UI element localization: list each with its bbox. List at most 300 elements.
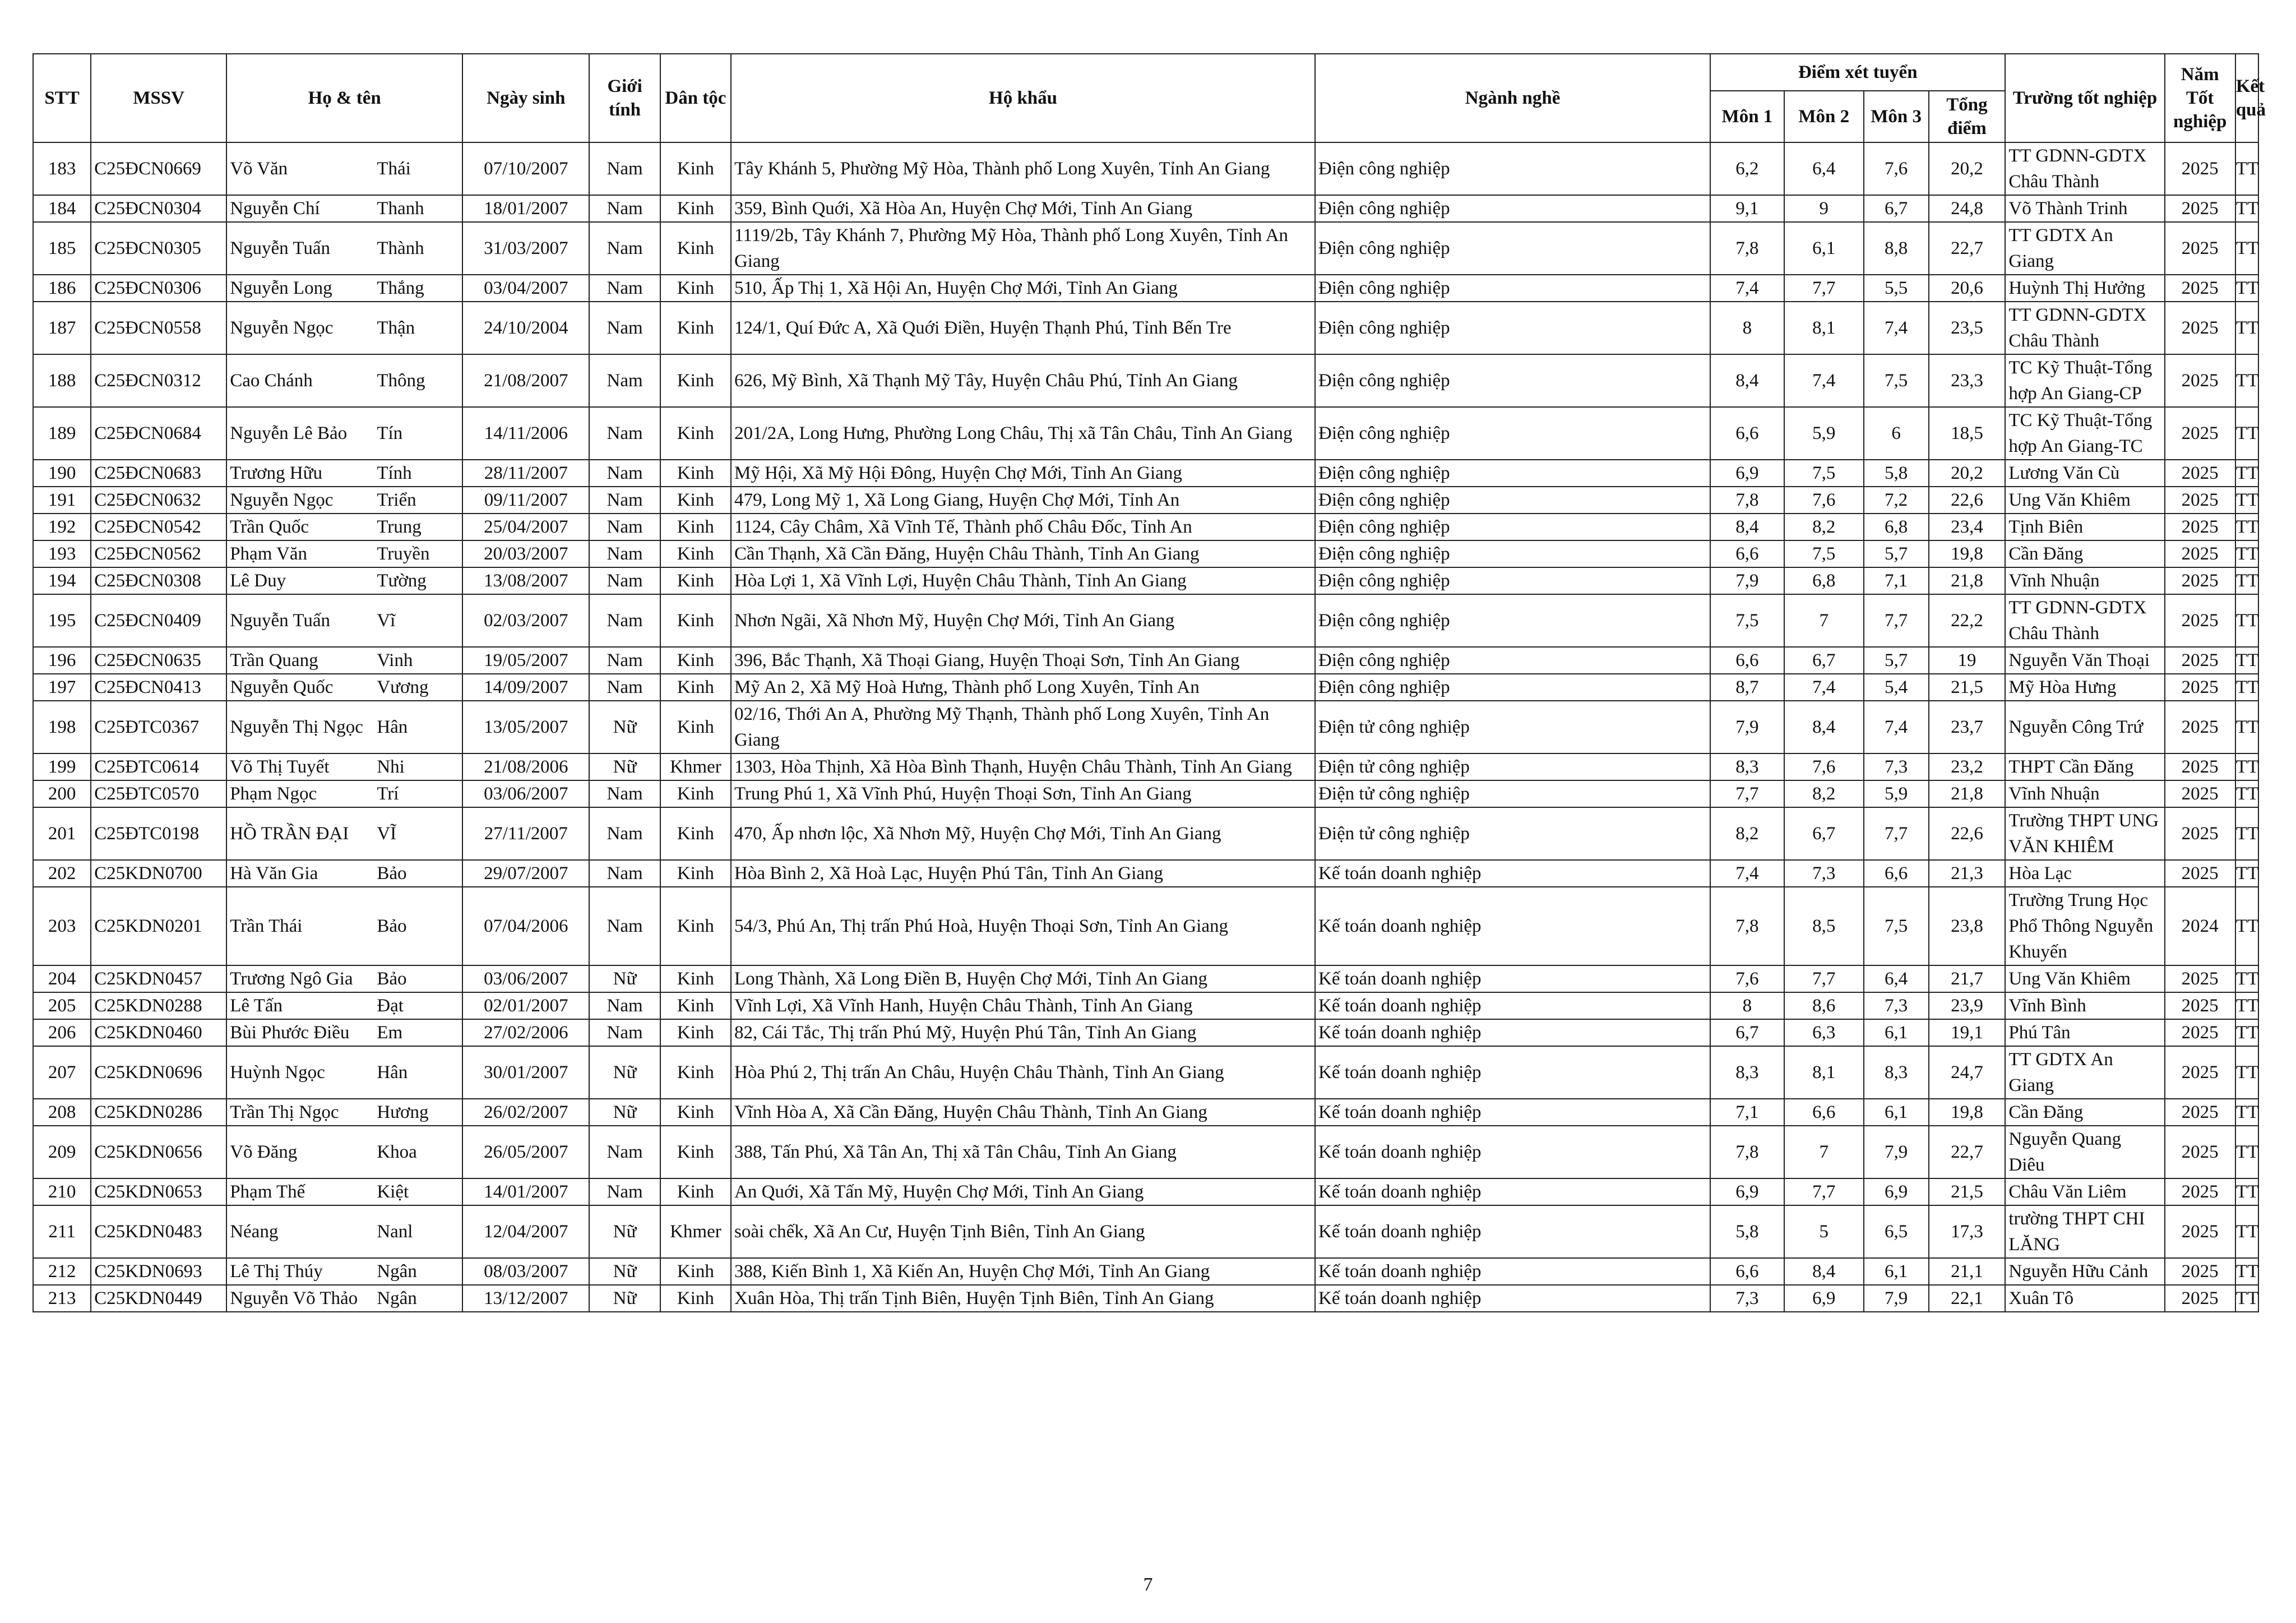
cell-result: TT xyxy=(2235,860,2258,887)
cell-dob: 14/01/2007 xyxy=(462,1178,589,1205)
cell-school: THPT Cần Đăng xyxy=(2005,753,2164,780)
cell-school: Mỹ Hòa Hưng xyxy=(2005,674,2164,701)
cell-subject-1: 8 xyxy=(1710,302,1784,354)
cell-stt: 184 xyxy=(33,195,91,222)
cell-result: TT xyxy=(2235,142,2258,195)
cell-result: TT xyxy=(2235,1205,2258,1258)
cell-address: 359, Bình Quới, Xã Hòa An, Huyện Chợ Mới, Tỉnh An Giang xyxy=(731,195,1315,222)
cell-gender: Nam xyxy=(589,302,660,354)
cell-given-name: Kiệt xyxy=(374,1178,462,1205)
cell-school: Nguyễn Quang Diêu xyxy=(2005,1126,2164,1178)
cell-mssv: C25ĐCN0306 xyxy=(91,275,226,302)
cell-subject-1: 8,3 xyxy=(1710,1046,1784,1099)
cell-gender: Nữ xyxy=(589,753,660,780)
cell-ethnicity: Kinh xyxy=(660,142,731,195)
cell-subject-2: 7,6 xyxy=(1784,753,1864,780)
cell-grad-year: 2025 xyxy=(2165,780,2235,807)
cell-dob: 02/01/2007 xyxy=(462,992,589,1019)
cell-subject-3: 7,7 xyxy=(1864,594,1929,647)
cell-major: Kế toán doanh nghiệp xyxy=(1315,1126,1710,1178)
cell-gender: Nam xyxy=(589,1178,660,1205)
cell-result: TT xyxy=(2235,1019,2258,1046)
cell-subject-1: 7,6 xyxy=(1710,965,1784,992)
table-row xyxy=(33,965,2258,992)
cell-address: 396, Bắc Thạnh, Xã Thoại Giang, Huyện Thoại Sơn, Tỉnh An Giang xyxy=(731,647,1315,674)
cell-address: An Quới, Xã Tấn Mỹ, Huyện Chợ Mới, Tỉnh An Giang xyxy=(731,1178,1315,1205)
cell-mssv: C25KDN0693 xyxy=(91,1258,226,1285)
cell-given-name: Thông xyxy=(374,354,462,407)
cell-major: Điện công nghiệp xyxy=(1315,407,1710,460)
cell-given-name: Hương xyxy=(374,1099,462,1126)
cell-subject-3: 5,8 xyxy=(1864,460,1929,487)
cell-family-name: Nguyễn Tuấn xyxy=(226,222,374,275)
cell-ethnicity: Kinh xyxy=(660,647,731,674)
cell-family-name: Trần Thái xyxy=(226,887,374,965)
cell-grad-year: 2025 xyxy=(2165,195,2235,222)
col-header-mssv: MSSV xyxy=(91,54,226,142)
cell-result: TT xyxy=(2235,487,2258,514)
table-row xyxy=(33,540,2258,567)
table-row xyxy=(33,780,2258,807)
cell-total: 19,8 xyxy=(1929,540,2006,567)
cell-mssv: C25ĐCN0542 xyxy=(91,514,226,540)
cell-family-name: Nguyễn Thị Ngọc xyxy=(226,701,374,753)
cell-subject-2: 7,7 xyxy=(1784,1178,1864,1205)
cell-subject-2: 8,5 xyxy=(1784,887,1864,965)
cell-grad-year: 2025 xyxy=(2165,460,2235,487)
cell-stt: 190 xyxy=(33,460,91,487)
cell-ethnicity: Kinh xyxy=(660,1019,731,1046)
cell-given-name: Ngân xyxy=(374,1258,462,1285)
cell-grad-year: 2025 xyxy=(2165,1099,2235,1126)
cell-dob: 25/04/2007 xyxy=(462,514,589,540)
cell-gender: Nữ xyxy=(589,1046,660,1099)
cell-ethnicity: Kinh xyxy=(660,594,731,647)
col-header-name: Họ & tên xyxy=(226,54,462,142)
cell-dob: 03/04/2007 xyxy=(462,275,589,302)
cell-subject-3: 5,7 xyxy=(1864,540,1929,567)
cell-grad-year: 2025 xyxy=(2165,860,2235,887)
col-header-scores-group: Điểm xét tuyển xyxy=(1710,54,2005,91)
cell-subject-1: 7,4 xyxy=(1710,275,1784,302)
header-row-1 xyxy=(33,54,2258,91)
cell-gender: Nữ xyxy=(589,1285,660,1312)
cell-dob: 07/04/2006 xyxy=(462,887,589,965)
cell-ethnicity: Kinh xyxy=(660,354,731,407)
cell-subject-1: 9,1 xyxy=(1710,195,1784,222)
cell-subject-1: 6,2 xyxy=(1710,142,1784,195)
cell-given-name: VĨ xyxy=(374,807,462,860)
cell-subject-2: 6,7 xyxy=(1784,647,1864,674)
cell-subject-1: 7,5 xyxy=(1710,594,1784,647)
cell-family-name: Cao Chánh xyxy=(226,354,374,407)
cell-subject-2: 6,7 xyxy=(1784,807,1864,860)
cell-stt: 200 xyxy=(33,780,91,807)
cell-address: Long Thành, Xã Long Điền B, Huyện Chợ Mới, Tỉnh An Giang xyxy=(731,965,1315,992)
cell-dob: 28/11/2007 xyxy=(462,460,589,487)
cell-major: Kế toán doanh nghiệp xyxy=(1315,1046,1710,1099)
cell-subject-3: 7,7 xyxy=(1864,807,1929,860)
cell-subject-2: 6,3 xyxy=(1784,1019,1864,1046)
cell-school: Võ Thành Trinh xyxy=(2005,195,2164,222)
cell-family-name: Nguyễn Long xyxy=(226,275,374,302)
cell-family-name: Trần Quốc xyxy=(226,514,374,540)
cell-ethnicity: Kinh xyxy=(660,514,731,540)
table-row xyxy=(33,887,2258,965)
cell-family-name: Nguyễn Ngọc xyxy=(226,487,374,514)
cell-subject-1: 7,4 xyxy=(1710,860,1784,887)
cell-school: Trường Trung Học Phổ Thông Nguyễn Khuyến xyxy=(2005,887,2164,965)
cell-total: 23,4 xyxy=(1929,514,2006,540)
cell-mssv: C25ĐTC0570 xyxy=(91,780,226,807)
cell-given-name: Vinh xyxy=(374,647,462,674)
cell-grad-year: 2025 xyxy=(2165,807,2235,860)
cell-result: TT xyxy=(2235,753,2258,780)
cell-grad-year: 2025 xyxy=(2165,1285,2235,1312)
table-row xyxy=(33,1126,2258,1178)
cell-dob: 03/06/2007 xyxy=(462,965,589,992)
cell-dob: 27/11/2007 xyxy=(462,807,589,860)
cell-gender: Nam xyxy=(589,594,660,647)
cell-total: 24,8 xyxy=(1929,195,2006,222)
table-row xyxy=(33,487,2258,514)
cell-address: soài chếk, Xã An Cư, Huyện Tịnh Biên, Tỉnh An Giang xyxy=(731,1205,1315,1258)
cell-mssv: C25KDN0483 xyxy=(91,1205,226,1258)
cell-family-name: Võ Đăng xyxy=(226,1126,374,1178)
cell-grad-year: 2025 xyxy=(2165,992,2235,1019)
cell-major: Kế toán doanh nghiệp xyxy=(1315,965,1710,992)
col-header-subject-3: Môn 3 xyxy=(1864,91,1929,142)
table-row xyxy=(33,142,2258,195)
cell-total: 21,8 xyxy=(1929,567,2006,594)
cell-grad-year: 2025 xyxy=(2165,1019,2235,1046)
cell-school: Vĩnh Nhuận xyxy=(2005,567,2164,594)
cell-mssv: C25KDN0656 xyxy=(91,1126,226,1178)
cell-family-name: Hà Văn Gia xyxy=(226,860,374,887)
cell-given-name: Truyền xyxy=(374,540,462,567)
cell-grad-year: 2025 xyxy=(2165,302,2235,354)
table-row xyxy=(33,674,2258,701)
cell-subject-1: 6,6 xyxy=(1710,540,1784,567)
cell-subject-3: 7,9 xyxy=(1864,1285,1929,1312)
cell-total: 23,7 xyxy=(1929,701,2006,753)
cell-subject-2: 7,5 xyxy=(1784,460,1864,487)
cell-school: TC Kỹ Thuật-Tổng hợp An Giang-CP xyxy=(2005,354,2164,407)
table-row xyxy=(33,1046,2258,1099)
cell-given-name: Thắng xyxy=(374,275,462,302)
cell-dob: 31/03/2007 xyxy=(462,222,589,275)
cell-subject-2: 7,3 xyxy=(1784,860,1864,887)
cell-address: 1119/2b, Tây Khánh 7, Phường Mỹ Hòa, Thành phố Long Xuyên, Tỉnh An Giang xyxy=(731,222,1315,275)
table-row xyxy=(33,807,2258,860)
cell-grad-year: 2025 xyxy=(2165,1126,2235,1178)
cell-subject-1: 7,9 xyxy=(1710,701,1784,753)
cell-subject-2: 7,5 xyxy=(1784,540,1864,567)
cell-result: TT xyxy=(2235,354,2258,407)
cell-address: 54/3, Phú An, Thị trấn Phú Hoà, Huyện Thoại Sơn, Tỉnh An Giang xyxy=(731,887,1315,965)
cell-school: Nguyễn Công Trứ xyxy=(2005,701,2164,753)
cell-grad-year: 2025 xyxy=(2165,567,2235,594)
cell-given-name: Nhi xyxy=(374,753,462,780)
cell-family-name: Huỳnh Ngọc xyxy=(226,1046,374,1099)
cell-given-name: Tính xyxy=(374,460,462,487)
cell-total: 22,6 xyxy=(1929,807,2006,860)
cell-family-name: Lê Duy xyxy=(226,567,374,594)
cell-mssv: C25KDN0288 xyxy=(91,992,226,1019)
cell-result: TT xyxy=(2235,222,2258,275)
cell-mssv: C25ĐCN0684 xyxy=(91,407,226,460)
cell-subject-2: 9 xyxy=(1784,195,1864,222)
cell-total: 21,1 xyxy=(1929,1258,2006,1285)
cell-total: 20,2 xyxy=(1929,142,2006,195)
cell-major: Điện công nghiệp xyxy=(1315,460,1710,487)
cell-ethnicity: Kinh xyxy=(660,1046,731,1099)
cell-mssv: C25ĐCN0304 xyxy=(91,195,226,222)
table-row xyxy=(33,460,2258,487)
cell-subject-1: 8,4 xyxy=(1710,514,1784,540)
cell-ethnicity: Kinh xyxy=(660,460,731,487)
cell-school: Nguyễn Văn Thoại xyxy=(2005,647,2164,674)
cell-ethnicity: Kinh xyxy=(660,780,731,807)
cell-address: 82, Cái Tắc, Thị trấn Phú Mỹ, Huyện Phú Tân, Tỉnh An Giang xyxy=(731,1019,1315,1046)
cell-address: 626, Mỹ Bình, Xã Thạnh Mỹ Tây, Huyện Châu Phú, Tỉnh An Giang xyxy=(731,354,1315,407)
cell-dob: 30/01/2007 xyxy=(462,1046,589,1099)
cell-grad-year: 2025 xyxy=(2165,487,2235,514)
cell-total: 23,8 xyxy=(1929,887,2006,965)
cell-gender: Nam xyxy=(589,407,660,460)
cell-result: TT xyxy=(2235,460,2258,487)
cell-address: 510, Ấp Thị 1, Xã Hội An, Huyện Chợ Mới, Tỉnh An Giang xyxy=(731,275,1315,302)
cell-mssv: C25ĐCN0308 xyxy=(91,567,226,594)
cell-address: Nhơn Ngãi, Xã Nhơn Mỹ, Huyện Chợ Mới, Tỉnh An Giang xyxy=(731,594,1315,647)
cell-address: 479, Long Mỹ 1, Xã Long Giang, Huyện Chợ Mới, Tỉnh An xyxy=(731,487,1315,514)
cell-mssv: C25ĐTC0198 xyxy=(91,807,226,860)
cell-stt: 186 xyxy=(33,275,91,302)
cell-family-name: Phạm Thế xyxy=(226,1178,374,1205)
cell-major: Điện công nghiệp xyxy=(1315,647,1710,674)
cell-subject-2: 7,7 xyxy=(1784,275,1864,302)
cell-major: Điện công nghiệp xyxy=(1315,594,1710,647)
cell-grad-year: 2025 xyxy=(2165,594,2235,647)
cell-ethnicity: Kinh xyxy=(660,540,731,567)
page-number: 7 xyxy=(1143,1574,1153,1595)
table-row xyxy=(33,701,2258,753)
cell-major: Điện công nghiệp xyxy=(1315,540,1710,567)
cell-stt: 193 xyxy=(33,540,91,567)
cell-address: 388, Tấn Phú, Xã Tân An, Thị xã Tân Châu, Tỉnh An Giang xyxy=(731,1126,1315,1178)
col-header-gender: Giới tính xyxy=(589,54,660,142)
cell-family-name: Nguyễn Quốc xyxy=(226,674,374,701)
table-row xyxy=(33,222,2258,275)
cell-total: 22,7 xyxy=(1929,222,2006,275)
cell-subject-1: 8 xyxy=(1710,992,1784,1019)
cell-subject-3: 5,9 xyxy=(1864,780,1929,807)
cell-stt: 204 xyxy=(33,965,91,992)
cell-grad-year: 2025 xyxy=(2165,407,2235,460)
cell-family-name: Trương Hữu xyxy=(226,460,374,487)
cell-subject-2: 7,6 xyxy=(1784,487,1864,514)
cell-gender: Nam xyxy=(589,460,660,487)
cell-subject-3: 6,8 xyxy=(1864,514,1929,540)
cell-subject-2: 7 xyxy=(1784,1126,1864,1178)
cell-address: Cần Thạnh, Xã Cần Đăng, Huyện Châu Thành, Tỉnh An Giang xyxy=(731,540,1315,567)
cell-stt: 205 xyxy=(33,992,91,1019)
cell-gender: Nam xyxy=(589,1019,660,1046)
cell-mssv: C25ĐCN0669 xyxy=(91,142,226,195)
cell-family-name: Nguyễn Tuấn xyxy=(226,594,374,647)
cell-total: 23,5 xyxy=(1929,302,2006,354)
cell-dob: 13/08/2007 xyxy=(462,567,589,594)
cell-total: 19 xyxy=(1929,647,2006,674)
table-row xyxy=(33,275,2258,302)
cell-subject-1: 7,8 xyxy=(1710,487,1784,514)
cell-mssv: C25ĐTC0614 xyxy=(91,753,226,780)
cell-major: Kế toán doanh nghiệp xyxy=(1315,992,1710,1019)
cell-mssv: C25KDN0460 xyxy=(91,1019,226,1046)
cell-gender: Nữ xyxy=(589,701,660,753)
cell-grad-year: 2025 xyxy=(2165,701,2235,753)
cell-stt: 194 xyxy=(33,567,91,594)
cell-subject-3: 7,4 xyxy=(1864,701,1929,753)
cell-gender: Nữ xyxy=(589,965,660,992)
cell-total: 24,7 xyxy=(1929,1046,2006,1099)
cell-result: TT xyxy=(2235,514,2258,540)
cell-grad-year: 2025 xyxy=(2165,222,2235,275)
cell-grad-year: 2025 xyxy=(2165,1258,2235,1285)
cell-mssv: C25KDN0700 xyxy=(91,860,226,887)
cell-school: Cần Đăng xyxy=(2005,1099,2164,1126)
cell-mssv: C25KDN0449 xyxy=(91,1285,226,1312)
cell-subject-3: 6,7 xyxy=(1864,195,1929,222)
cell-subject-3: 6,1 xyxy=(1864,1099,1929,1126)
cell-major: Điện tử công nghiệp xyxy=(1315,807,1710,860)
cell-major: Điện công nghiệp xyxy=(1315,195,1710,222)
cell-ethnicity: Kinh xyxy=(660,1285,731,1312)
cell-subject-2: 6,8 xyxy=(1784,567,1864,594)
cell-stt: 212 xyxy=(33,1258,91,1285)
cell-subject-2: 5 xyxy=(1784,1205,1864,1258)
table-row xyxy=(33,567,2258,594)
cell-major: Kế toán doanh nghiệp xyxy=(1315,1019,1710,1046)
cell-given-name: Vĩ xyxy=(374,594,462,647)
cell-result: TT xyxy=(2235,275,2258,302)
cell-mssv: C25KDN0653 xyxy=(91,1178,226,1205)
table-row xyxy=(33,407,2258,460)
cell-grad-year: 2025 xyxy=(2165,647,2235,674)
cell-subject-1: 8,3 xyxy=(1710,753,1784,780)
cell-given-name: Hân xyxy=(374,701,462,753)
cell-given-name: Thận xyxy=(374,302,462,354)
cell-subject-3: 7,6 xyxy=(1864,142,1929,195)
cell-total: 17,3 xyxy=(1929,1205,2006,1258)
cell-school: TT GDNN-GDTX Châu Thành xyxy=(2005,302,2164,354)
cell-stt: 201 xyxy=(33,807,91,860)
cell-school: TT GDTX An Giang xyxy=(2005,1046,2164,1099)
cell-given-name: Ngân xyxy=(374,1285,462,1312)
cell-mssv: C25ĐCN0413 xyxy=(91,674,226,701)
cell-subject-2: 6,1 xyxy=(1784,222,1864,275)
cell-subject-1: 5,8 xyxy=(1710,1205,1784,1258)
cell-subject-2: 8,2 xyxy=(1784,514,1864,540)
col-header-dob: Ngày sinh xyxy=(462,54,589,142)
cell-result: TT xyxy=(2235,992,2258,1019)
cell-subject-3: 7,4 xyxy=(1864,302,1929,354)
cell-family-name: Phạm Ngọc xyxy=(226,780,374,807)
cell-total: 21,5 xyxy=(1929,1178,2006,1205)
cell-given-name: Tín xyxy=(374,407,462,460)
cell-stt: 209 xyxy=(33,1126,91,1178)
cell-subject-3: 7,9 xyxy=(1864,1126,1929,1178)
cell-gender: Nam xyxy=(589,674,660,701)
cell-subject-2: 5,9 xyxy=(1784,407,1864,460)
cell-ethnicity: Kinh xyxy=(660,992,731,1019)
cell-subject-2: 8,1 xyxy=(1784,1046,1864,1099)
cell-subject-2: 7,4 xyxy=(1784,674,1864,701)
cell-school: Châu Văn Liêm xyxy=(2005,1178,2164,1205)
cell-total: 22,2 xyxy=(1929,594,2006,647)
cell-stt: 210 xyxy=(33,1178,91,1205)
cell-given-name: Em xyxy=(374,1019,462,1046)
cell-given-name: Hân xyxy=(374,1046,462,1099)
cell-subject-3: 8,8 xyxy=(1864,222,1929,275)
cell-given-name: Trung xyxy=(374,514,462,540)
table-row xyxy=(33,195,2258,222)
cell-subject-3: 7,5 xyxy=(1864,887,1929,965)
cell-address: Vĩnh Hòa A, Xã Cần Đăng, Huyện Châu Thành, Tỉnh An Giang xyxy=(731,1099,1315,1126)
cell-subject-1: 6,9 xyxy=(1710,1178,1784,1205)
table-row xyxy=(33,753,2258,780)
cell-subject-1: 7,8 xyxy=(1710,222,1784,275)
cell-major: Kế toán doanh nghiệp xyxy=(1315,1178,1710,1205)
table-row xyxy=(33,647,2258,674)
cell-address: 388, Kiến Bình 1, Xã Kiến An, Huyện Chợ Mới, Tỉnh An Giang xyxy=(731,1258,1315,1285)
cell-subject-3: 8,3 xyxy=(1864,1046,1929,1099)
cell-major: Kế toán doanh nghiệp xyxy=(1315,860,1710,887)
cell-mssv: C25ĐCN0305 xyxy=(91,222,226,275)
cell-school: TT GDNN-GDTX Châu Thành xyxy=(2005,142,2164,195)
cell-subject-3: 7,1 xyxy=(1864,567,1929,594)
cell-subject-2: 8,6 xyxy=(1784,992,1864,1019)
cell-given-name: Thanh xyxy=(374,195,462,222)
cell-given-name: Triển xyxy=(374,487,462,514)
cell-subject-2: 7,4 xyxy=(1784,354,1864,407)
table-row xyxy=(33,1019,2258,1046)
cell-grad-year: 2025 xyxy=(2165,275,2235,302)
cell-subject-2: 8,1 xyxy=(1784,302,1864,354)
cell-dob: 24/10/2004 xyxy=(462,302,589,354)
cell-ethnicity: Kinh xyxy=(660,1258,731,1285)
cell-stt: 208 xyxy=(33,1099,91,1126)
cell-stt: 183 xyxy=(33,142,91,195)
cell-subject-1: 6,9 xyxy=(1710,460,1784,487)
cell-major: Kế toán doanh nghiệp xyxy=(1315,887,1710,965)
cell-stt: 195 xyxy=(33,594,91,647)
cell-given-name: Nanl xyxy=(374,1205,462,1258)
cell-result: TT xyxy=(2235,965,2258,992)
cell-address: Xuân Hòa, Thị trấn Tịnh Biên, Huyện Tịnh Biên, Tỉnh An Giang xyxy=(731,1285,1315,1312)
cell-school: Hòa Lạc xyxy=(2005,860,2164,887)
cell-result: TT xyxy=(2235,887,2258,965)
cell-address: Tây Khánh 5, Phường Mỹ Hòa, Thành phố Long Xuyên, Tỉnh An Giang xyxy=(731,142,1315,195)
cell-dob: 21/08/2006 xyxy=(462,753,589,780)
cell-result: TT xyxy=(2235,540,2258,567)
cell-subject-1: 8,4 xyxy=(1710,354,1784,407)
cell-grad-year: 2025 xyxy=(2165,1178,2235,1205)
cell-gender: Nam xyxy=(589,992,660,1019)
cell-stt: 206 xyxy=(33,1019,91,1046)
cell-subject-3: 6 xyxy=(1864,407,1929,460)
cell-gender: Nam xyxy=(589,807,660,860)
